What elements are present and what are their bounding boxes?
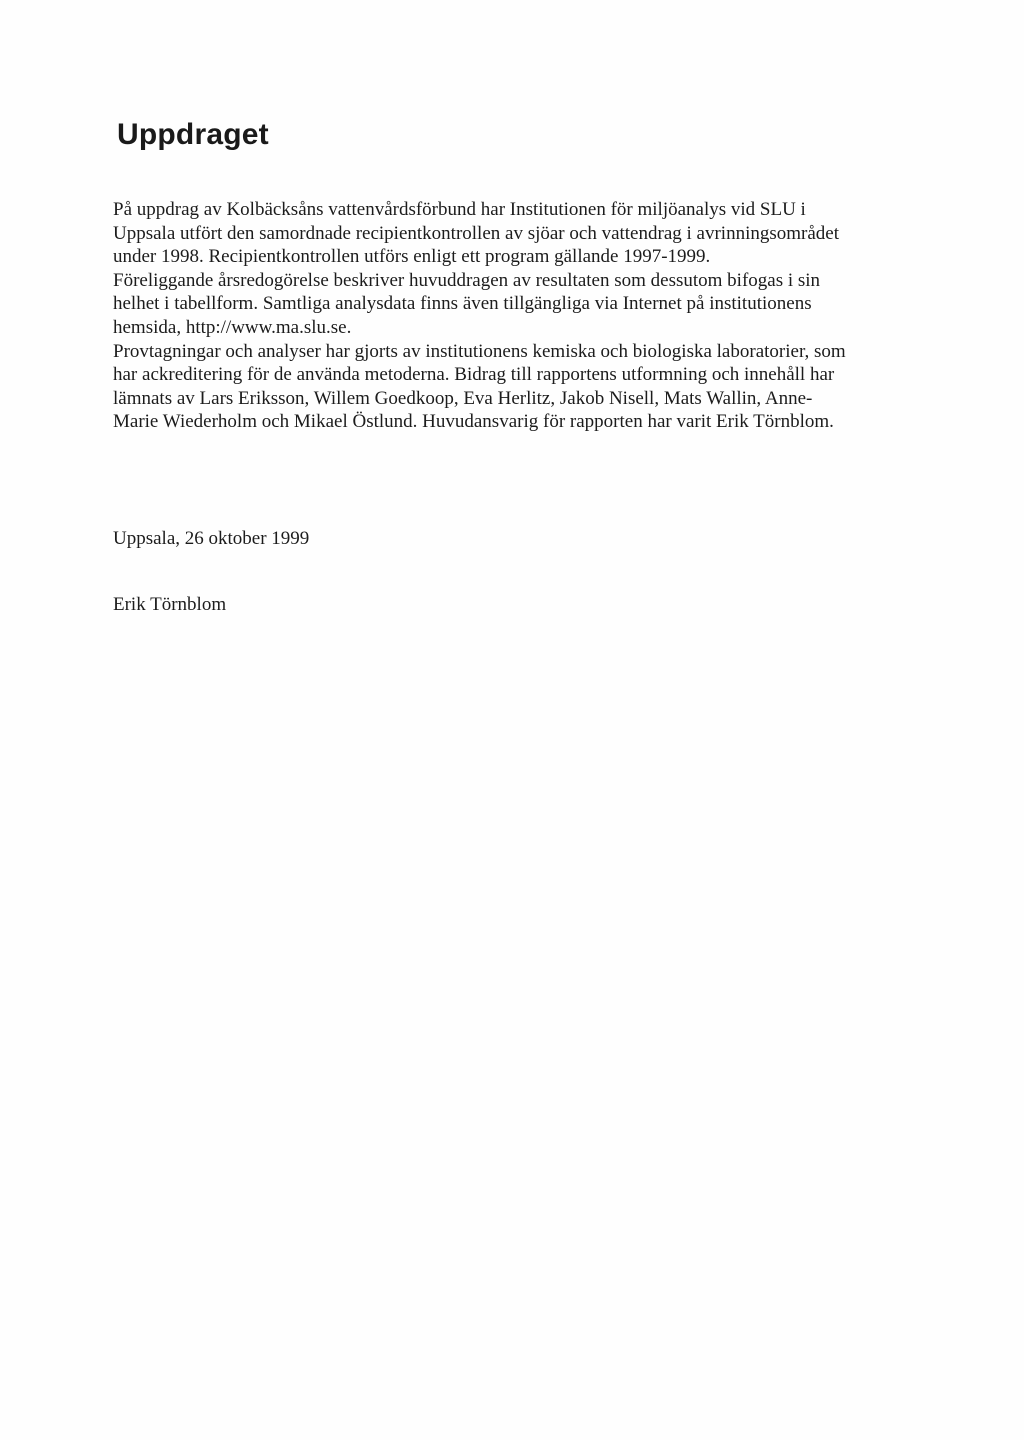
paragraph-assignment: På uppdrag av Kolbäcksåns vattenvårdsförbund har Institutionen för miljöanalys vid SLU i Uppsala utfört den samordnade recipientkontrollen av sjöar och vattendrag i avrinningsområdet under 1998. Recipientkontrollen utförs enligt ett program gällande 1997-1999.	[113, 199, 839, 268]
signature-name: Erik Törnblom	[113, 594, 227, 615]
place-and-date: Uppsala, 26 oktober 1999	[113, 528, 310, 549]
paragraph-acknowledgements: Provtagningar och analyser har gjorts av institutionens kemiska och biologiska laboratorier, som har ackreditering för de använda metoderna. Bidrag till rapportens utformning och innehåll har lämnats av Lars Eriksson, Willem Goedkoop, Eva Herlitz, Jakob Nisell, Mats Wallin, Anne-Marie Wiederholm och Mikael Östlund. Huvudansvarig för rapporten har varit Erik Törnblom.	[113, 340, 846, 433]
page-title: Uppdraget	[117, 118, 269, 151]
body-text	[113, 198, 853, 434]
paragraph-report-description: Föreliggande årsredogörelse beskriver huvuddragen av resultaten som dessutom bifogas i sin helhet i tabellform. Samtliga analysdata finns även tillgängliga via Internet på institutionens hemsida, http://www.ma.slu.se.	[113, 269, 821, 338]
